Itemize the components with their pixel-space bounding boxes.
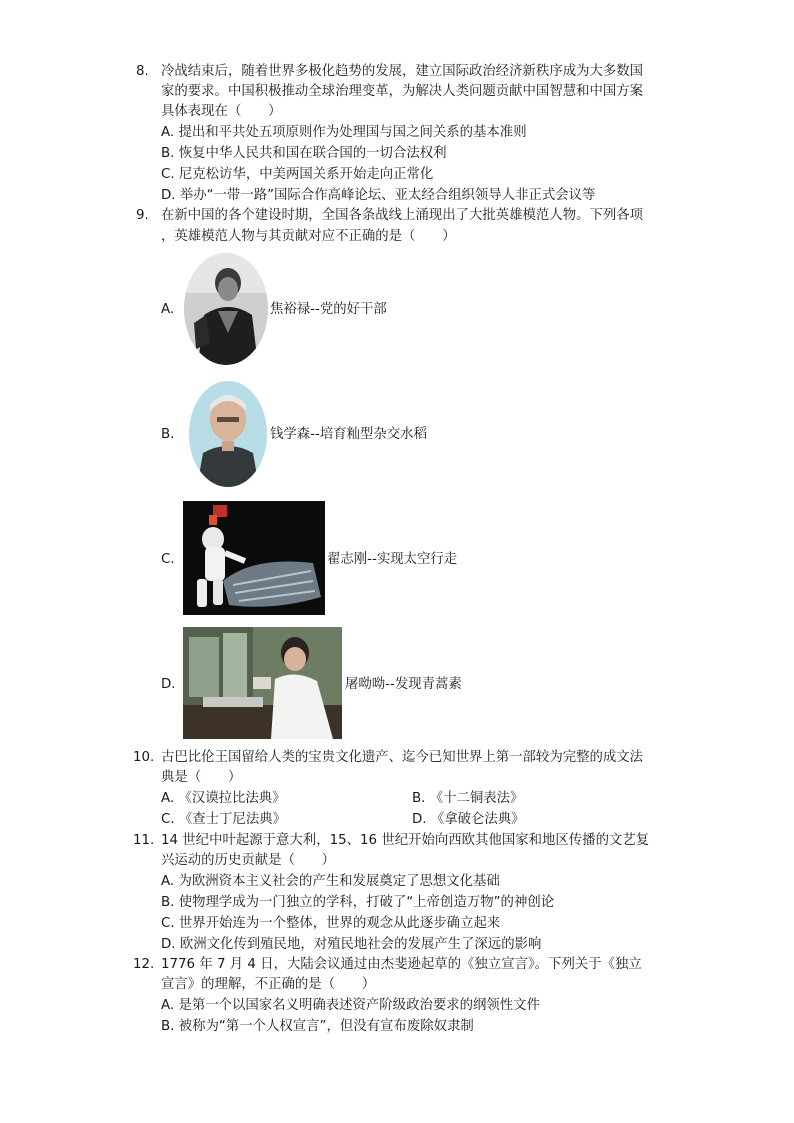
q10-stem-line-1: 古巴比伦王国留给人类的宝贵文化遗产、迄今已知世界上第一部较为完整的成文法 [161, 750, 644, 765]
q10-option-d: D. 《拿破仑法典》 [412, 812, 525, 827]
q12-option-b: B. 被称为“第一个人权宣言”，但没有宣布废除奴隶制 [161, 1019, 474, 1034]
q9-option-a-caption: 焦裕禄--党的好干部 [270, 302, 387, 317]
q8-option-d: D. 举办“一带一路”国际合作高峰论坛、亚太经合组织领导人非正式会议等 [161, 188, 596, 203]
lab-photo-d [183, 627, 342, 739]
q9-stem-line-1: 在新中国的各个建设时期，全国各条战线上涌现出了大批英雄模范人物。下列各项 [161, 208, 644, 223]
q12-option-a: A. 是第一个以国家名义明确表述资产阶级政治要求的纲领性文件 [161, 998, 540, 1013]
q9-option-c-label: C. [161, 552, 175, 567]
q9-option-a-label: A. [161, 302, 175, 317]
q8-option-a: A. 提出和平共处五项原则作为处理国与国之间关系的基本准则 [161, 125, 527, 140]
q11-option-a: A. 为欧洲资本主义社会的产生和发展奠定了思想文化基础 [161, 874, 500, 889]
q9-option-c-caption: 翟志刚--实现太空行走 [327, 552, 458, 567]
q12-number: 12. [133, 957, 155, 972]
q11-option-b: B. 使物理学成为一门独立的学科，打破了“上帝创造万物”的神创论 [161, 895, 555, 910]
q11-stem-line-1: 14 世纪中叶起源于意大利，15、16 世纪开始向西欧其他国家和地区传播的文艺复 [161, 833, 650, 848]
q11-option-c: C. 世界开始连为一个整体，世界的观念从此逐步确立起来 [161, 916, 501, 931]
q8-number: 8. [136, 64, 149, 79]
q12-stem-line-2: 宣言》的理解，不正确的是（ ） [161, 977, 376, 992]
q10-number: 10. [133, 750, 155, 765]
q9-option-d-caption: 屠呦呦--发现青蒿素 [345, 677, 462, 692]
q10-stem-line-2: 典是（ ） [161, 770, 242, 785]
q10-option-c: C. 《查士丁尼法典》 [161, 812, 286, 827]
q10-option-b: B. 《十二铜表法》 [412, 791, 524, 806]
spacewalk-photo-c [183, 501, 325, 615]
portrait-photo-a [184, 253, 268, 365]
q10-option-a: A. 《汉谟拉比法典》 [161, 791, 286, 806]
q8-option-c: C. 尼克松访华，中美两国关系开始走向正常化 [161, 167, 434, 182]
q11-option-d: D. 欧洲文化传到殖民地，对殖民地社会的发展产生了深远的影响 [161, 937, 542, 952]
portrait-photo-b [189, 381, 267, 487]
q8-stem-line-3: 具体表现在（ ） [161, 104, 282, 119]
q8-stem-line-1: 冷战结束后，随着世界多极化趋势的发展，建立国际政治经济新秩序成为大多数国 [161, 64, 644, 79]
q9-stem-line-2: ，英雄模范人物与其贡献对应不正确的是（ ） [161, 229, 456, 244]
q9-option-d-label: D. [161, 677, 176, 692]
q11-number: 11. [133, 833, 155, 848]
q11-stem-line-2: 兴运动的历史贡献是（ ） [161, 853, 336, 868]
q9-option-b-caption: 钱学森--培育籼型杂交水稻 [270, 427, 427, 442]
q8-stem-line-2: 家的要求。中国积极推动全球治理变革，为解决人类问题贡献中国智慧和中国方案 [161, 84, 644, 99]
q9-number: 9. [136, 208, 149, 223]
q12-stem-line-1: 1776 年 7 月 4 日，大陆会议通过由杰斐逊起草的《独立宣言》。下列关于《独立 [161, 957, 642, 972]
q9-option-b-label: B. [161, 427, 175, 442]
q8-option-b: B. 恢复中华人民共和国在联合国的一切合法权利 [161, 146, 447, 161]
